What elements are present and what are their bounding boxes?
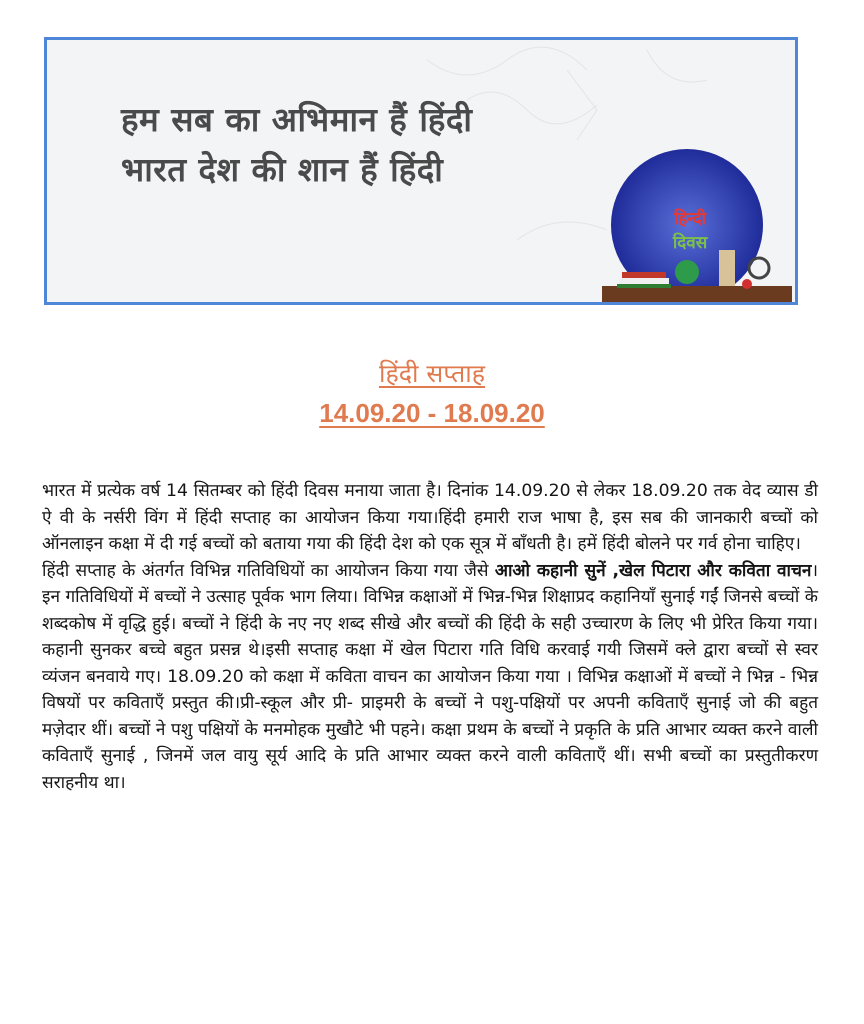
banner-image [44, 37, 798, 305]
article-paragraph-1: भारत में प्रत्येक वर्ष 14 सितम्बर को हिंदी दिवस मनाया जाता है। दिनांक 14.09.20 से लेकर 18.09.20 तक वेद व्यास डी ऐ वी के नर्सरी विंग में हिंदी सप्ताह का आयोजन किया गया।हिंदी हमारी राज भाषा है, इस सब की जानकारी बच्चों को ऑनलाइन कक्षा में दी गई बच्चों को बताया गया की हिंदी देश को एक सूत्र में बाँधती है। हमें हिंदी बोलने पर गर्व होना चाहिए। [42, 481, 818, 554]
date-range: 14.09.20 - 18.09.20 [319, 398, 545, 428]
article-paragraph-2 [42, 558, 818, 797]
banner-slogan-line-1: हम सब का अभिमान हैं हिंदी [121, 100, 473, 139]
paragraph-2-intro: हिंदी सप्ताह के अंतर्गत विभिन्न गतिविधियों का आयोजन किया गया जैसे [42, 560, 495, 581]
hindi-badge-line-2: दिवस [672, 233, 708, 253]
page-title: हिंदी सप्ताह [378, 359, 486, 388]
hindi-badge-line-1: हिन्दी [673, 209, 707, 229]
activities-list: आओ कहानी सुनें ,खेल पिटारा और कविता वाचन [494, 560, 812, 581]
paragraph-2-body: । इन गतिविधियों में बच्चों ने उत्साह पूर्वक भाग लिया। विभिन्न कक्षाओं में भिन्न-भिन्न शिक्षाप्रद कहानियाँ सुनाई गईं जिनसे बच्चों के शब्दकोष में वृद्धि हुई। बच्चों ने हिंदी के नए नए शब्द सीखे और बच्चों की हिंदी के सही उच्चारण के लिए भी प्रेरित किया गया। कहानी सुनकर बच्चे बहुत प्रसन्न थे।इसी सप्ताह कक्षा में खेल पिटारा गति विधि करवाई गयी जिसमें क्ले द्वारा बच्चों से स्वर व्यंजन बनवाये गए। 18.09.20 को कक्षा में कविता वाचन का आयोजन किया गया । विभिन्न कक्षाओं में बच्चों ने भिन्न - भिन्न विषयों पर कविताएँ प्रस्तुत की।प्री-स्कूल और प्री- प्राइमरी के बच्चों ने पशु-पक्षियों पर अपनी कविताएँ सुनाई जो की बहुत मज़ेदार थीं। बच्चों ने पशु पक्षियों के मनमोहक मुखौटे भी पहने। कक्षा प्रथम के बच्चों ने प्रकृति के प्रति आभार व्यक्त करने वाली कविताएँ सुनाई , जिनमें जल वायु सूर्य आदि के प्रति आभार व्यक्त करने वाली कविताएँ थीं। सभी बच्चों का प्रस्तुतीकरण सराहनीय था। [42, 560, 818, 793]
article-body [42, 478, 818, 796]
banner-slogan-line-2: भारत देश की शान हैं हिंदी [121, 150, 444, 189]
